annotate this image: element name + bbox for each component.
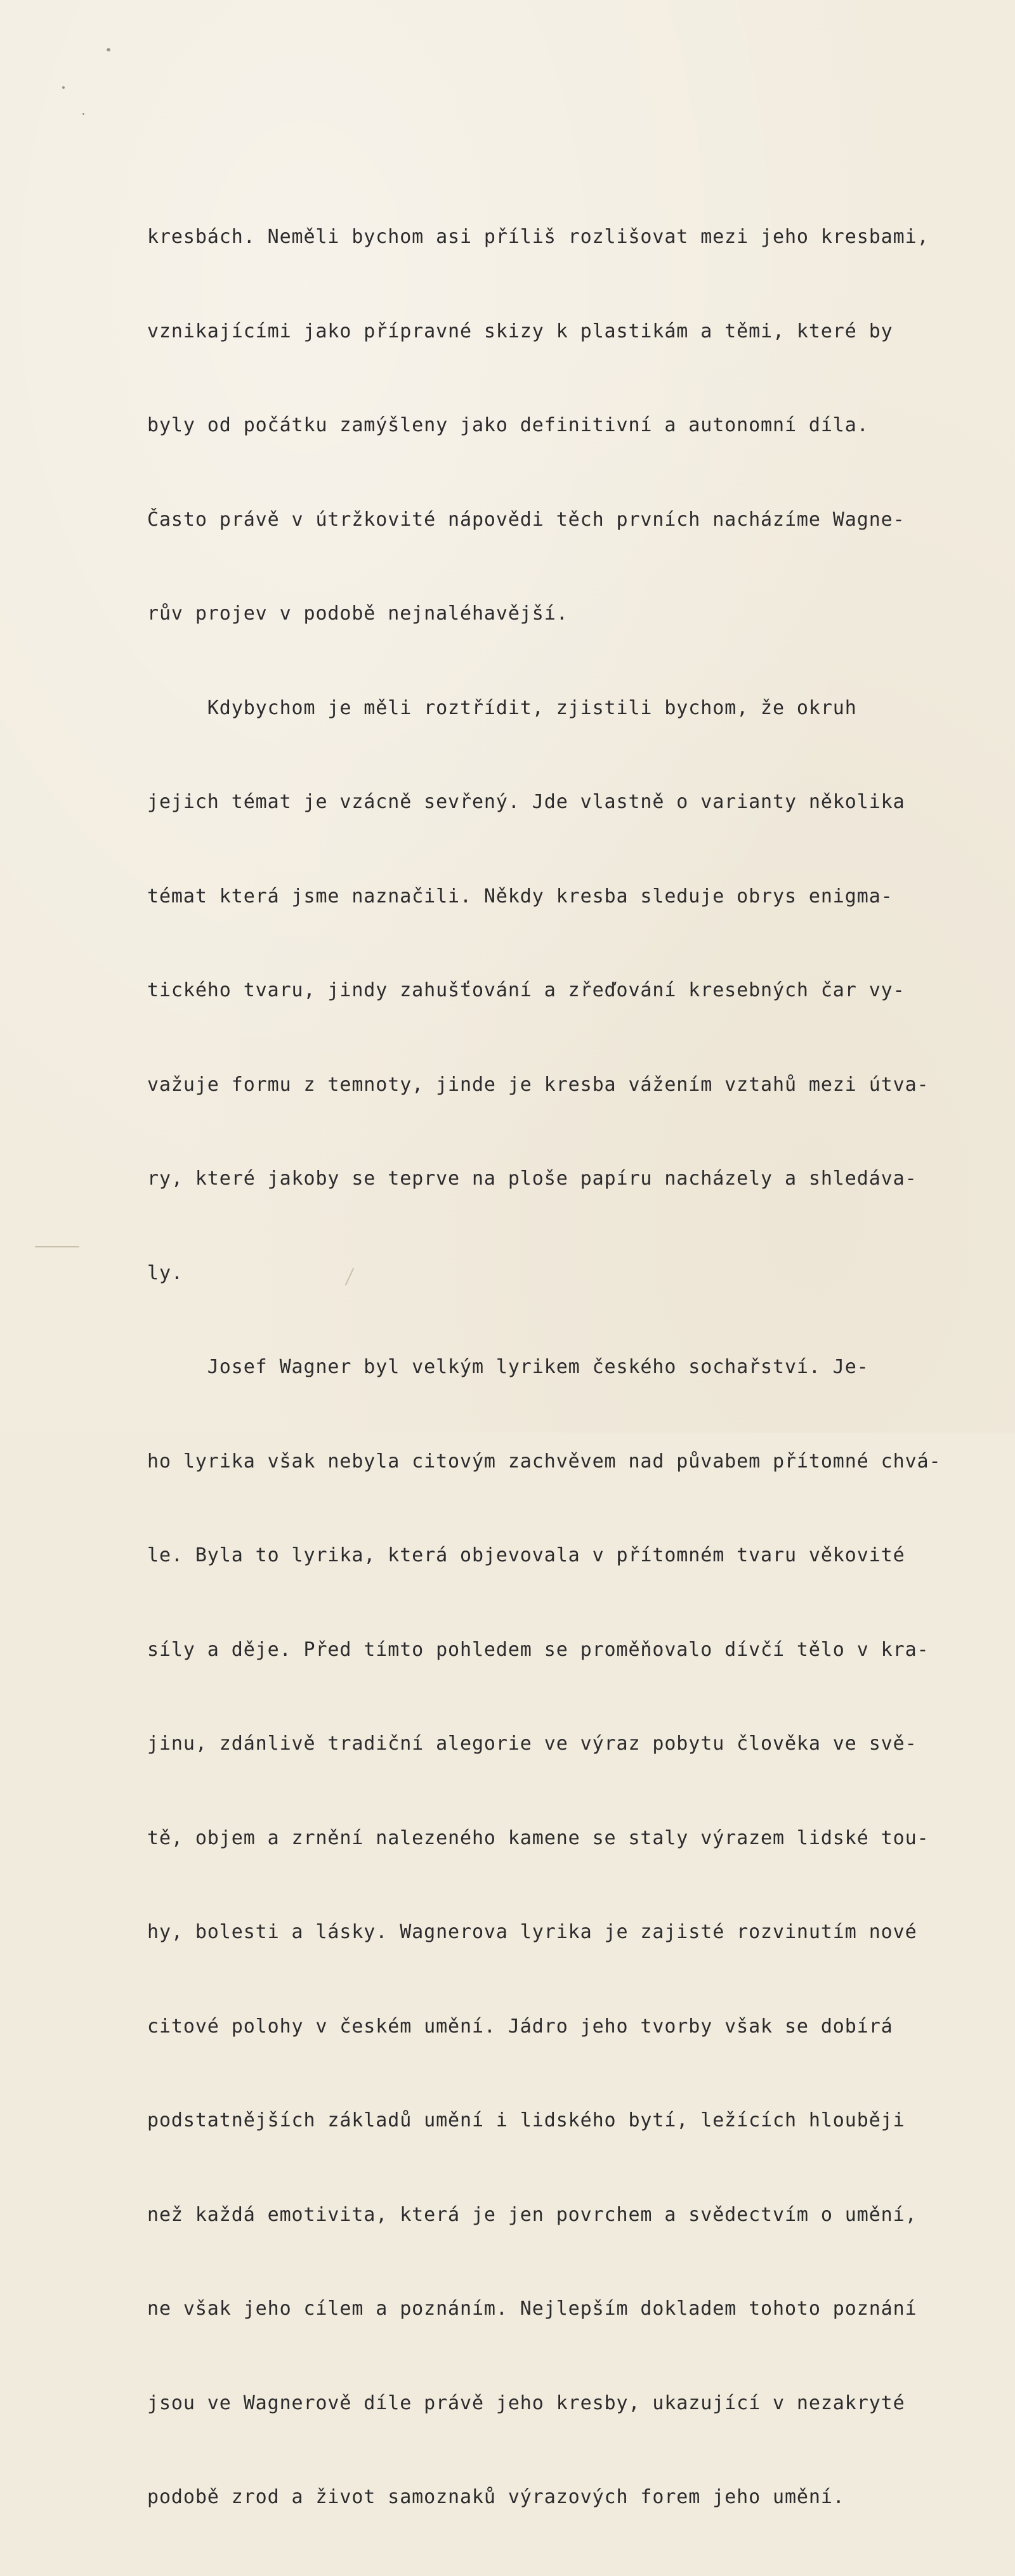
text-line: ne však jeho cílem a poznáním. Nejlepším dokladem tohoto poznání [147, 2298, 917, 2320]
text-line: byly od počátku zamýšleny jako definitivní a autonomní díla. [147, 414, 869, 436]
paper-speck [107, 48, 110, 51]
text-line: ho lyrika však nebyla citovým zachvěvem nad půvabem přítomné chvá- [147, 1450, 941, 1473]
text-line: kresbách. Neměli bychom asi příliš rozlišovat mezi jeho kresbami, [147, 226, 929, 248]
text-line: jinu, zdánlivě tradiční alegorie ve výraz pobytu člověka ve svě- [147, 1733, 917, 1755]
text-line: citové polohy v českém umění. Jádro jeho tvorby však se dobírá [147, 2015, 893, 2038]
text-line: Josef Wagner byl velkým lyrikem českého sochařství. Je- [147, 1356, 869, 1378]
text-line: než každá emotivita, která je jen povrchem a svědectvím o umění, [147, 2203, 917, 2226]
text-line: važuje formu z temnoty, jinde je kresba vážením vztahů mezi útva- [147, 1073, 929, 1096]
text-line: le. Byla to lyrika, která objevovala v přítomném tvaru věkovité [147, 1544, 905, 1566]
paper-speck [62, 86, 65, 89]
text-line: hy, bolesti a lásky. Wagnerova lyrika je zajisté rozvinutím nové [147, 1921, 917, 1943]
text-line: jsou ve Wagnerově díle právě jeho kresby, ukazující v nezakryté [147, 2391, 905, 2414]
text-line: ry, které jakoby se teprve na ploše papíru nacházely a shledáva- [147, 1168, 917, 1190]
text-line: Kdybychom je měli roztřídit, zjistili bychom, že okruh [147, 696, 857, 719]
text-line: rův projev v podobě nejnaléhavější. [147, 602, 568, 625]
paper-mark [35, 1246, 79, 1247]
text-line: tického tvaru, jindy zahušťování a zřeďování kresebných čar vy- [147, 979, 905, 1001]
paper-speck [82, 113, 84, 115]
text-line: podobě zrod a život samoznaků výrazových forem jeho umění. [147, 2486, 845, 2508]
text-line: podstatnějších základů umění i lidského bytí, ležících hlouběji [147, 2109, 905, 2131]
text-line: tě, objem a zrnění nalezeného kamene se staly výrazem lidské tou- [147, 1826, 929, 1849]
text-line: témat která jsme naznačili. Někdy kresba sleduje obrys enigma- [147, 885, 893, 907]
text-line: síly a děje. Před tímto pohledem se proměňovalo dívčí tělo v kra- [147, 1638, 929, 1661]
text-line: Často právě v útržkovité nápovědi těch prvních nacházíme Wagne- [147, 508, 905, 531]
text-line: jejich témat je vzácně sevřený. Jde vlastně o varianty několika [147, 791, 905, 813]
text-line: ly. [147, 1261, 183, 1284]
typescript-text [147, 159, 972, 2576]
text-line: vznikajícími jako přípravné skizy k plastikám a těmi, které by [147, 320, 893, 342]
